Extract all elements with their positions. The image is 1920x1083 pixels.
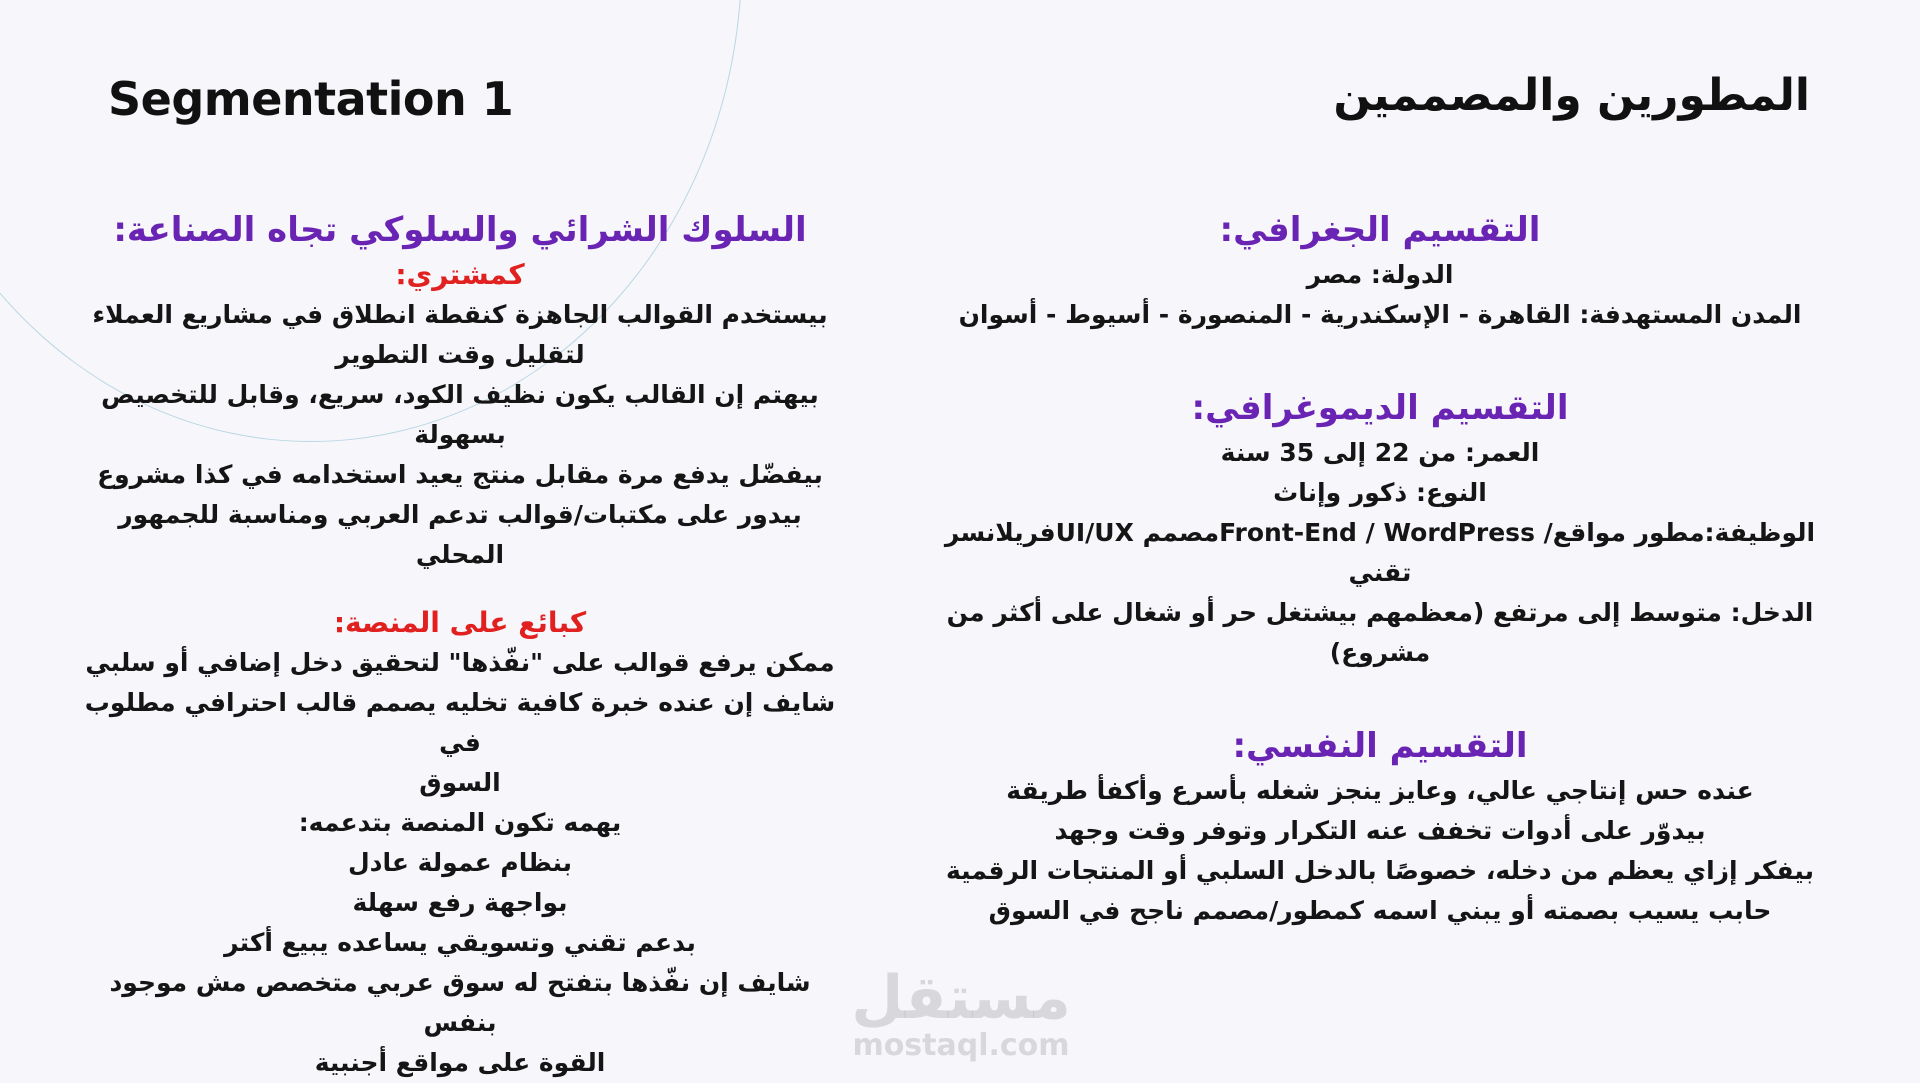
geographic-line: الدولة: مصر bbox=[1306, 260, 1454, 289]
buyer-line: بيفضّل يدفع مرة مقابل منتج يعيد استخدامه في كذا مشروع bbox=[97, 460, 823, 489]
as-buyer-label: كمشتري: bbox=[395, 258, 525, 291]
slide-title-arabic: المطورين والمصممين bbox=[1333, 70, 1810, 121]
psychographic-line: بيفكر إزاي يعظم من دخله، خصوصًا بالدخل السلبي أو المنتجات الرقمية bbox=[946, 856, 1814, 885]
psychographic-heading: التقسيم النفسي: bbox=[1232, 726, 1528, 766]
as-seller-label: كبائع على المنصة: bbox=[333, 606, 587, 639]
seller-line: شايف إن عنده خبرة كافية تخليه يصمم قالب احترافي مطلوب في bbox=[84, 688, 836, 757]
demographic-line: العمر: من 22 إلى 35 سنة bbox=[1220, 438, 1540, 467]
seller-line: يهمه تكون المنصة بتدعمه: bbox=[298, 808, 622, 837]
geographic-heading: التقسيم الجغرافي: bbox=[1219, 210, 1541, 250]
demographic-line: النوع: ذكور وإناث bbox=[1273, 478, 1487, 507]
buyer-line: بيستخدم القوالب الجاهزة كنقطة انطلاق في مشاريع العملاء bbox=[92, 300, 828, 329]
psychographic-line: عنده حس إنتاجي عالي، وعايز ينجز شغله بأسرع وأكفأ طريقة bbox=[1006, 776, 1754, 805]
seller-line: ممكن يرفع قوالب على "نفّذها" لتحقيق دخل إضافي أو سلبي bbox=[85, 648, 835, 677]
segmentation-section bbox=[905, 205, 1855, 931]
demographic-heading: التقسيم الديموغرافي: bbox=[1191, 388, 1569, 428]
buyer-line: بيهتم إن القالب يكون نظيف الكود، سريع، وقابل للتخصيص bbox=[101, 380, 819, 409]
buying-behavior-section bbox=[70, 205, 850, 1083]
seller-lines bbox=[70, 643, 850, 1083]
buyer-line: لتقليل وقت التطوير bbox=[335, 340, 585, 369]
seller-line: السوق bbox=[419, 768, 501, 797]
demographic-line: تقني bbox=[1348, 558, 1412, 587]
seller-line: بواجهة رفع سهلة bbox=[352, 888, 568, 917]
buying-behavior-heading: السلوك الشرائي والسلوكي تجاه الصناعة: bbox=[113, 210, 807, 250]
seller-line: بدعم تقني وتسويقي يساعده يبيع أكتر bbox=[224, 928, 696, 957]
seller-line: القوة على مواقع أجنبية bbox=[314, 1048, 606, 1077]
watermark bbox=[846, 963, 1076, 1064]
buyer-line: بسهولة bbox=[414, 420, 506, 449]
slide-title-english: Segmentation 1 bbox=[108, 72, 514, 126]
demographic-line: مشروع) bbox=[1329, 638, 1431, 667]
psychographic-segmentation bbox=[905, 721, 1855, 931]
watermark-logo: مستقل bbox=[851, 963, 1071, 1033]
demographic-line: الدخل: متوسط إلى مرتفع (معظمهم بيشتغل حر أو شغال على أكثر من bbox=[946, 598, 1814, 627]
psychographic-line: حابب يسيب بصمته أو يبني اسمه كمطور/مصمم ناجح في السوق bbox=[988, 896, 1772, 925]
psychographic-line: بيدوّر على أدوات تخفف عنه التكرار وتوفر وقت وجهد bbox=[1054, 816, 1706, 845]
seller-line: شايف إن نفّذها بتفتح له سوق عربي متخصص مش موجود بنفس bbox=[109, 968, 811, 1037]
demographic-line: الوظيفة:مطور مواقع/ Front-End / WordPressمصمم UI/UXفريلانسر bbox=[944, 518, 1816, 547]
demographic-segmentation bbox=[905, 383, 1855, 673]
buyer-lines bbox=[70, 295, 850, 575]
geographic-segmentation bbox=[905, 205, 1855, 335]
geographic-line: المدن المستهدفة: القاهرة - الإسكندرية - المنصورة - أسيوط - أسوان bbox=[958, 300, 1802, 329]
seller-line: بنظام عمولة عادل bbox=[347, 848, 573, 877]
buyer-line: بيدور على مكتبات/قوالب تدعم العربي ومناسبة للجمهور المحلي bbox=[118, 500, 802, 569]
watermark-url: mostaql.com bbox=[852, 1028, 1070, 1063]
